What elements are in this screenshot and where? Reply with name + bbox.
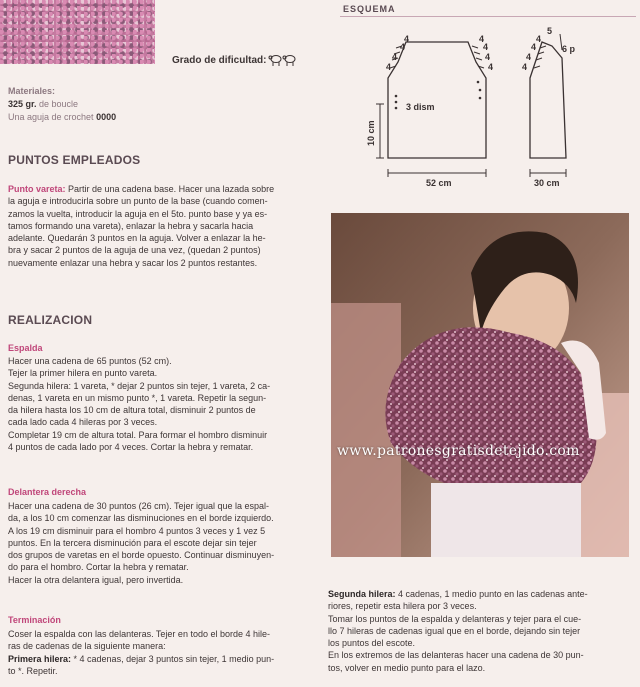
model-photo-illustration: [331, 213, 629, 557]
label-10cm: 10 cm: [366, 120, 376, 146]
label-4: 4: [479, 34, 485, 44]
right-line: tos, volver en medio punto para el lazo.: [328, 662, 486, 673]
right-line: Tomar los puntos de la espalda y delanteras y tejer para el cue-: [328, 613, 582, 624]
espalda-title: Espalda: [8, 343, 43, 353]
espalda-line: cada lado cada 4 hileras por 3 veces.: [8, 417, 158, 428]
materials-yarn: de boucle: [36, 99, 79, 109]
label-6p: 6 p: [562, 44, 576, 54]
label-4: 4: [522, 62, 528, 72]
terminacion-line: ras de cadenas de la siguiente manera:: [8, 641, 166, 652]
puntos-heading: PUNTOS EMPLEADOS: [8, 153, 141, 167]
label-4: 4: [400, 42, 406, 52]
delantera-line: da, a los 10 cm comenzar las disminuciones en el borde izquierdo.: [8, 513, 274, 524]
back-piece-outline: [388, 42, 489, 158]
delantera-line: Hacer una cadena de 30 puntos (26 cm). Tejer igual que la espal-: [8, 501, 269, 511]
yarn-swatch-image: [0, 0, 155, 64]
puntos-line: la aguja e introducirla sobre un punto de la base (cuando comen-: [8, 196, 268, 207]
terminacion-line: [8, 653, 320, 665]
puntos-paragraph: [8, 183, 320, 269]
delantera-line: A los 19 cm disminuir para el hombro 4 puntos 3 veces y 1 vez 5: [8, 525, 266, 536]
materials-hook: Una aguja de crochet: [8, 112, 97, 122]
label-4: 4: [483, 42, 489, 52]
label-4: 4: [386, 62, 392, 72]
espalda-line: Segunda hilera: 1 vareta, * dejar 2 puntos sin tejer, 1 vareta, 2 ca-: [8, 380, 271, 391]
label-4: 4: [536, 34, 542, 44]
label-4: 4: [526, 52, 532, 62]
espalda-line: 4 puntos de cada lado por 4 veces. Cortar la hebra y rematar.: [8, 442, 254, 453]
segunda-hilera-label: Segunda hilera:: [328, 589, 396, 599]
delantera-line: do para el hombro. Cortar la hebra y rematar.: [8, 562, 189, 573]
label-4: 4: [485, 52, 491, 62]
label-4: 4: [531, 42, 537, 52]
materials-title: Materiales:: [8, 86, 56, 96]
difficulty-label: Grado de dificultad:: [172, 55, 267, 66]
right-paragraph: [328, 588, 634, 674]
label-3dism: 3 dism: [406, 102, 435, 112]
terminacion-paragraph: [8, 628, 320, 677]
label-30cm: 30 cm: [534, 178, 560, 188]
watermark-url: www.patronesgratisdetejido.com: [337, 443, 580, 459]
sheep-icon: [268, 53, 298, 67]
terminacion-line: to *. Repetir.: [8, 665, 58, 676]
right-line: En los extremos de las delanteras hacer una cadena de 30 pun-: [328, 650, 584, 661]
terminacion-line: Coser la espalda con las delanteras. Tejer en todo el borde 4 hile-: [8, 629, 270, 639]
right-line: los puntos del escote.: [328, 638, 416, 649]
puntos-line: tamos formando una vareta), enlazar la hebra y sacarla hacia: [8, 220, 254, 231]
right-line: [328, 588, 634, 600]
materials-weight: 325 gr.: [8, 99, 37, 109]
espalda-line: Hacer una cadena de 65 puntos (52 cm).: [8, 356, 172, 366]
espalda-line: Completar 19 cm de altura total. Para formar el hombro disminuir: [8, 429, 268, 440]
front-piece-outline: [530, 42, 566, 158]
delantera-title: Delantera derecha: [8, 487, 87, 497]
terminacion-title: Terminación: [8, 615, 61, 625]
materials-line-1: [8, 99, 78, 109]
label-52cm: 52 cm: [426, 178, 452, 188]
puntos-line: adelante. Quedarán 3 puntos en la aguja. Volver a enlazar la he-: [8, 233, 266, 244]
puntos-line: bra y sacar 2 puntos de la aguja de una vez, (quedan 2 puntos): [8, 245, 261, 256]
label-5: 5: [547, 26, 553, 36]
right-line: riores, repetir esta hilera por 3 veces.: [328, 601, 477, 612]
materials-hook-size: 0000: [96, 112, 117, 122]
segunda-hilera-text: 4 cadenas, 1 medio punto en las cadenas ante-: [395, 589, 588, 599]
primera-hilera-text: * 4 cadenas, dejar 3 puntos sin tejer, 1 medio pun-: [71, 653, 275, 664]
label-4: 4: [404, 34, 410, 44]
delantera-line: dos grupos de varetas en el borde opuesto. Continuar disminuyen-: [8, 550, 275, 561]
delantera-paragraph: [8, 500, 320, 586]
esquema-divider: [340, 16, 636, 17]
puntos-line: [8, 183, 320, 195]
puntos-line: nuevamente enlazar una hebra y sacar los 2 puntos restantes.: [8, 257, 258, 268]
delantera-line: puntos. En la tercera disminución para el escote dejar sin tejer: [8, 537, 257, 548]
right-line: llo 7 hileras de cadenas igual que en el borde, dejando sin tejer: [328, 625, 581, 636]
espalda-line: Tejer la primer hilera en punto vareta.: [8, 368, 158, 379]
pattern-schematic: [340, 18, 636, 198]
label-4: 4: [392, 52, 398, 62]
realizacion-heading: REALIZACION: [8, 313, 93, 327]
esquema-title: ESQUEMA: [343, 4, 396, 14]
espalda-paragraph: [8, 355, 320, 453]
espalda-line: da hilera hasta los 10 cm de altura total, disminuir 2 puntos de: [8, 405, 256, 416]
primera-hilera-label: Primera hilera:: [8, 653, 72, 664]
puntos-line-text: Partir de una cadena base. Hacer una lazada sobre: [65, 184, 275, 194]
espalda-line: denas, 1 vareta en un mismo punto *, 1 vareta. Repetir la segun-: [8, 392, 267, 403]
model-photo: [331, 213, 629, 557]
label-4: 4: [488, 62, 494, 72]
puntos-lead: Punto vareta:: [8, 184, 66, 194]
delantera-line: Hacer la otra delantera igual, pero invertida.: [8, 574, 184, 585]
materials-line-2: [8, 112, 116, 122]
puntos-line: zamos la vuelta, introducir la aguja en el 5to. punto base y ya es-: [8, 208, 268, 219]
